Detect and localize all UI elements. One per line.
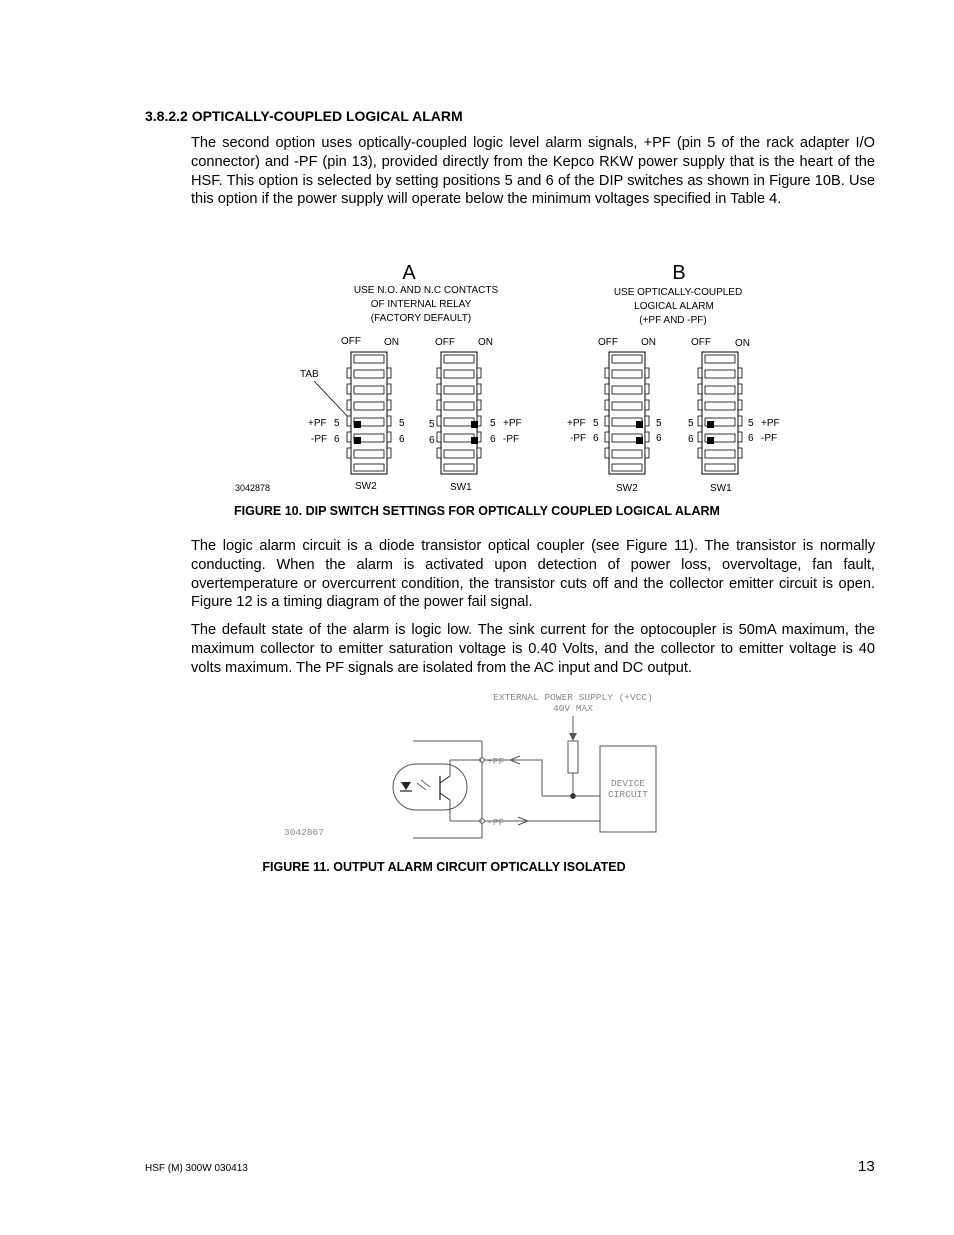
a-sw1-minus-pf: -PF — [503, 434, 520, 445]
paragraph-option-description: The second option uses optically-coupled logic level alarm signals, +PF (pin 5 of the rack adapter I/O connector) and -PF (pin 13), provided directly from the Kepco RKW power supply that is the heart of the HSF. This option is selected by setting positions 5 and 6 of the DIP switches as shown in Figure 10B. Use this option if the power supply will operate below the minimum voltages specified in Table 4. — [191, 135, 875, 208]
panel-b-desc-line3: (+PF AND -PF) — [639, 315, 707, 326]
minus-pf-label: -PF — [487, 817, 505, 828]
a-sw2-pos6-left: 6 — [334, 434, 340, 445]
a-sw1-pos6-left: 6 — [429, 435, 435, 446]
fig11-drawing-number: 3042867 — [284, 827, 324, 838]
a-sw2-pos6-actuator — [354, 437, 361, 444]
b-sw1-on-label: ON — [735, 338, 750, 349]
b-sw1-label: SW1 — [710, 483, 732, 494]
b-sw2-pos6-right: 6 — [656, 433, 662, 444]
b-sw2-switch — [605, 352, 649, 474]
a-sw1-switch — [437, 352, 481, 474]
a-sw2-pos5-right: 5 — [399, 418, 405, 429]
paragraph-default-state: The default state of the alarm is logic low. The sink current for the optocoupler is 50mA maximum, the maximum collector to emitter saturation voltage is 0.40 Volts, and the collector to emitter voltage is 40 volts maximum. The PF signals are isolated from the AC input and DC output. — [191, 622, 875, 676]
a-sw2-pos5-left: 5 — [334, 418, 340, 429]
b-sw2-pos5-right: 5 — [656, 418, 662, 429]
a-sw2-on-label: ON — [384, 337, 399, 348]
panel-a-desc-line2: OF INTERNAL RELAY — [370, 299, 472, 310]
b-sw2-plus-pf: +PF — [567, 418, 586, 429]
b-sw1-switch — [698, 352, 742, 474]
panel-a-letter: A — [402, 262, 416, 284]
b-sw1-pos6-left: 6 — [688, 434, 694, 445]
a-sw2-label: SW2 — [355, 481, 377, 492]
b-sw2-pos6-actuator — [636, 437, 643, 444]
a-sw1-on-label: ON — [478, 337, 493, 348]
figure-11-alarm-circuit-diagram — [280, 688, 680, 840]
b-sw1-pos6-right: 6 — [748, 433, 754, 444]
b-sw2-label: SW2 — [616, 483, 638, 494]
b-sw2-pos5-left: 5 — [593, 418, 599, 429]
circuit-label: CIRCUIT — [608, 789, 648, 800]
pullup-resistor — [568, 741, 578, 773]
b-sw2-pos5-actuator — [636, 421, 643, 428]
b-sw1-off-label: OFF — [691, 337, 711, 348]
panel-a-desc-line1: USE N.O. AND N.C CONTACTS — [353, 285, 499, 296]
a-sw1-label: SW1 — [450, 482, 472, 493]
b-sw2-on-label: ON — [641, 337, 656, 348]
a-sw2-pos6-right: 6 — [399, 434, 405, 445]
external-supply-label: EXTERNAL POWER SUPPLY (+VCC) — [493, 692, 653, 703]
figure-10-caption: FIGURE 10. DIP SWITCH SETTINGS FOR OPTICALLY COUPLED LOGICAL ALARM — [234, 504, 720, 518]
a-sw1-pos6-actuator — [471, 437, 478, 444]
plus-pf-label: +PF — [487, 756, 505, 767]
b-sw1-pos6-actuator — [707, 437, 714, 444]
tab-label: TAB — [300, 369, 319, 380]
a-sw1-pos5-right: 5 — [490, 418, 496, 429]
b-sw1-pos5-right: 5 — [748, 418, 754, 429]
b-sw2-minus-pf: -PF — [570, 433, 587, 444]
a-sw2-pos5-actuator — [354, 421, 361, 428]
a-sw1-pos5-actuator — [471, 421, 478, 428]
panel-b-desc-line2: LOGICAL ALARM — [634, 301, 714, 312]
a-sw2-minus-pf: -PF — [311, 434, 328, 445]
device-label: DEVICE — [610, 778, 646, 789]
paragraph-logic-alarm-circuit: The logic alarm circuit is a diode transistor optical coupler (see Figure 11). The transistor is normally conducting. When the alarm is activated upon detection of power loss, overvoltage, fan fault, overtemperature or overcurrent condition, the transistor cuts off and the collector emitter circuit is open. Figure 12 is a timing diagram of the power fail signal. — [191, 538, 875, 611]
panel-a-desc-line3: (FACTORY DEFAULT) — [370, 313, 472, 324]
a-sw2-switch — [347, 352, 391, 474]
panel-b-desc-line1: USE OPTICALLY-COUPLED — [613, 287, 743, 298]
b-sw1-minus-pf: -PF — [761, 433, 778, 444]
b-sw2-off-label: OFF — [598, 337, 618, 348]
fig10-drawing-number: 3042878 — [235, 483, 271, 493]
figure-11-caption: FIGURE 11. OUTPUT ALARM CIRCUIT OPTICALLY ISOLATED — [262, 860, 626, 874]
panel-b-letter: B — [672, 262, 686, 284]
a-sw1-pos5-left: 5 — [429, 419, 435, 430]
external-supply-max-label: 40V MAX — [553, 703, 593, 714]
a-sw1-plus-pf: +PF — [503, 418, 522, 429]
a-sw1-off-label: OFF — [435, 337, 455, 348]
b-sw1-pos5-left: 5 — [688, 418, 694, 429]
footer-doc-id: HSF (M) 300W 030413 — [145, 1163, 248, 1174]
a-sw2-plus-pf: +PF — [308, 418, 327, 429]
page-number: 13 — [858, 1158, 875, 1175]
a-sw1-pos6-right: 6 — [490, 434, 496, 445]
b-sw1-plus-pf: +PF — [761, 418, 780, 429]
tab-leader-line — [314, 381, 350, 419]
b-sw2-pos6-left: 6 — [593, 433, 599, 444]
section-heading: 3.8.2.2 OPTICALLY-COUPLED LOGICAL ALARM — [145, 108, 463, 124]
b-sw1-pos5-actuator — [707, 421, 714, 428]
figure-10-dip-switch-diagram — [230, 255, 790, 500]
a-sw2-off-label: OFF — [341, 336, 361, 347]
vcc-arrowhead — [569, 733, 577, 741]
